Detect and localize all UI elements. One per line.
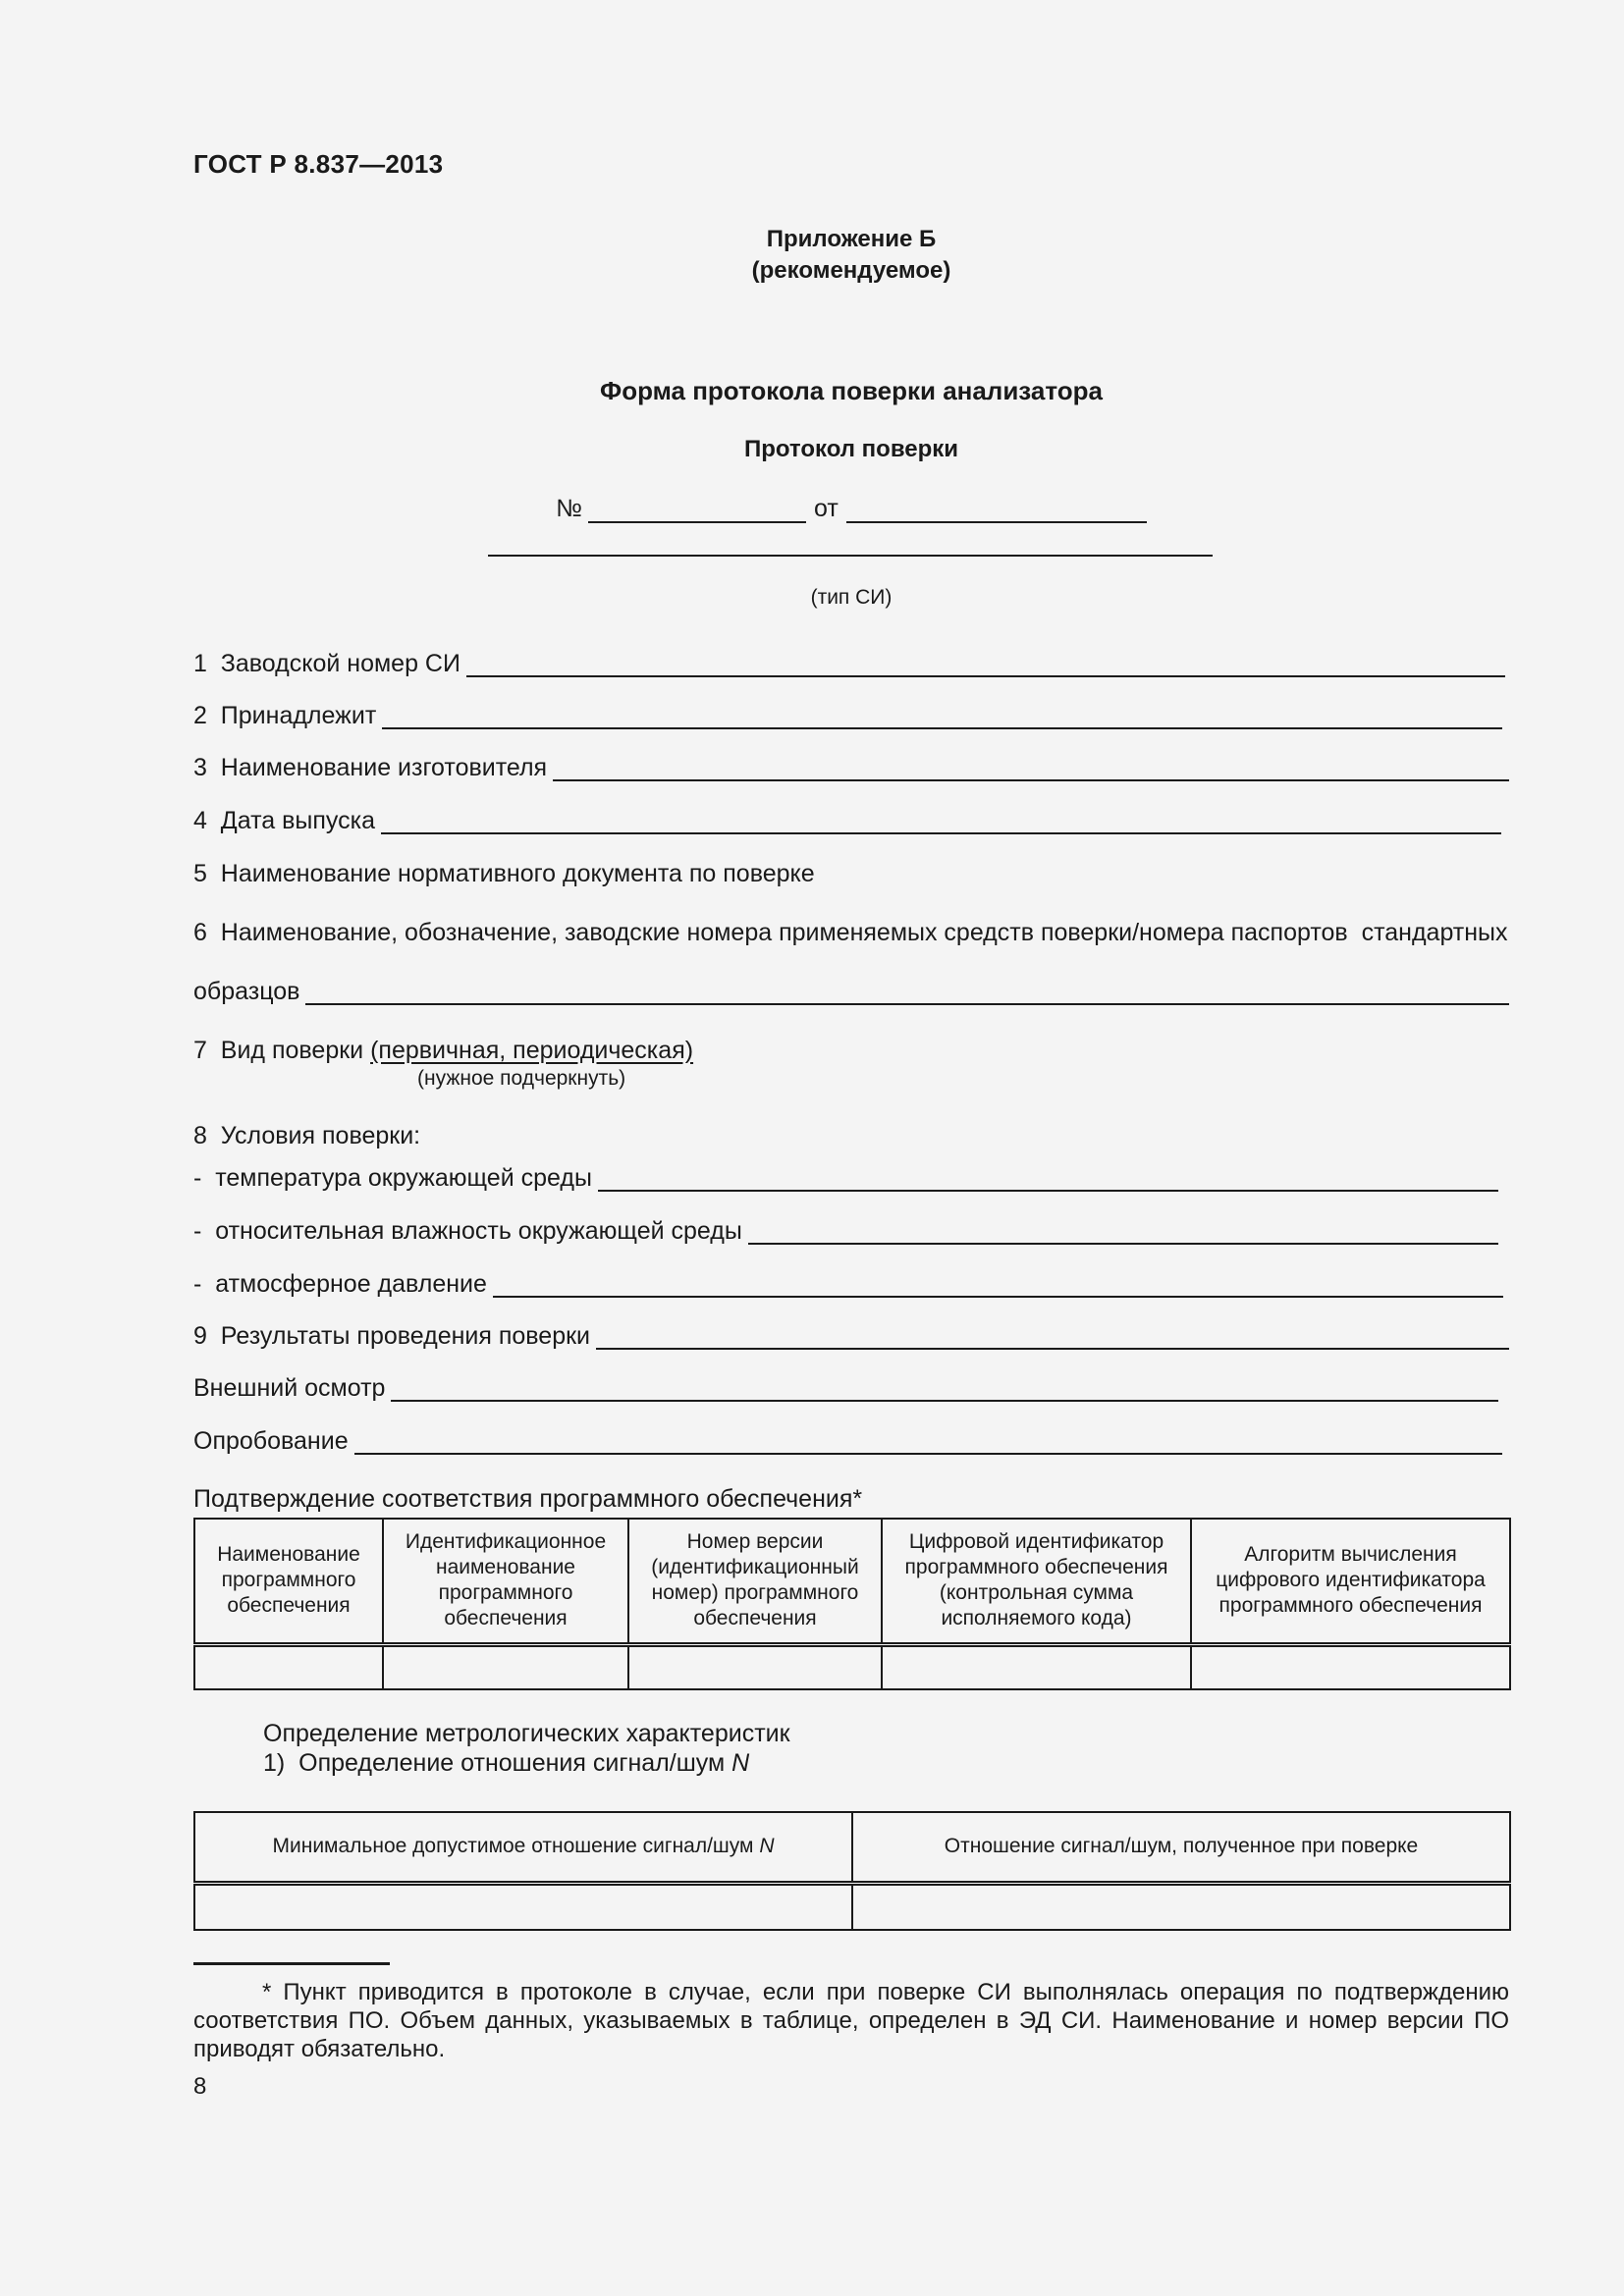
- cell-identification-name[interactable]: [383, 1644, 628, 1689]
- item-serial-number: 1 Заводской номер СИ: [193, 650, 1505, 677]
- owner-field[interactable]: [382, 704, 1502, 729]
- header-identification-name: Идентификационное наименование программного обеспечения: [383, 1519, 628, 1644]
- appendix-title: Приложение Б: [766, 226, 937, 252]
- software-table: [193, 1518, 1511, 1690]
- item-manufacturer: 3 Наименование изготовителя: [193, 754, 1509, 781]
- item-humidity: - относительная влажность окружающей среды: [193, 1217, 1498, 1245]
- item-visual-inspection: Внешний осмотр: [193, 1374, 1498, 1402]
- header-version-number: Номер версии (идентификационный номер) программного обеспечения: [628, 1519, 882, 1644]
- item-pressure: - атмосферное давление: [193, 1270, 1503, 1298]
- snr-table-header: [194, 1812, 1510, 1883]
- software-table-header: [194, 1519, 1510, 1644]
- cell-min-snr[interactable]: [194, 1883, 852, 1930]
- cell-digital-identifier[interactable]: [882, 1644, 1191, 1689]
- instrument-type-caption: (тип СИ): [810, 586, 893, 609]
- header-min-snr: Минимальное допустимое отношение сигнал/шум N: [194, 1812, 852, 1883]
- header-digital-identifier: Цифровой идентификатор программного обеспечения (контрольная сумма исполняемого кода): [882, 1519, 1191, 1644]
- appendix-subtitle: (рекомендуемое): [751, 257, 951, 284]
- footnote-separator: [193, 1962, 390, 1965]
- samples-field[interactable]: [305, 980, 1509, 1005]
- instrument-type-field[interactable]: [488, 555, 1213, 557]
- testing-field[interactable]: [354, 1429, 1502, 1455]
- page-number: 8: [193, 2073, 207, 2100]
- form-title: Форма протокола поверки анализатора: [600, 376, 1103, 405]
- footnote: * Пункт приводится в протоколе в случае, если при поверке СИ выполнялась операция по подтверждению соответствия ПО. Объем данных, указываемых в таблице, определен в ЭД СИ. Наименование и номер версии ПО приводят обязательно.: [193, 1979, 1509, 2062]
- temperature-field[interactable]: [598, 1166, 1498, 1192]
- cell-measured-snr[interactable]: [852, 1883, 1510, 1930]
- snr-table-row: [194, 1883, 1510, 1930]
- item-owner: 2 Принадлежит: [193, 702, 1502, 729]
- number-label: №: [556, 495, 582, 522]
- humidity-field[interactable]: [748, 1219, 1498, 1245]
- header-measured-snr: Отношение сигнал/шум, полученное при поверке: [852, 1812, 1510, 1883]
- software-caption: Подтверждение соответствия программного обеспечения*: [193, 1485, 863, 1513]
- from-label: от: [814, 495, 839, 522]
- cell-version-number[interactable]: [628, 1644, 882, 1689]
- item-samples: образцов: [193, 978, 1509, 1005]
- protocol-date-field[interactable]: [846, 496, 1147, 523]
- release-date-field[interactable]: [381, 809, 1501, 834]
- item-release-date: 4 Дата выпуска: [193, 807, 1501, 834]
- protocol-title: Протокол поверки: [743, 436, 959, 462]
- item-conditions: 8 Условия поверки:: [193, 1122, 421, 1149]
- item-verification-type: 7 Вид поверки (первичная, периодическая): [193, 1037, 694, 1064]
- header-algorithm: Алгоритм вычисления цифрового идентификатора программного обеспечения: [1191, 1519, 1510, 1644]
- metrology-title: Определение метрологических характеристик: [263, 1720, 790, 1747]
- item-testing: Опробование: [193, 1427, 1502, 1455]
- item-results: 9 Результаты проведения поверки: [193, 1322, 1509, 1350]
- visual-inspection-field[interactable]: [391, 1376, 1498, 1402]
- cell-algorithm[interactable]: [1191, 1644, 1510, 1689]
- manufacturer-field[interactable]: [553, 756, 1509, 781]
- cell-software-name[interactable]: [194, 1644, 383, 1689]
- verification-type-note: (нужное подчеркнуть): [417, 1067, 626, 1090]
- software-table-row: [194, 1644, 1510, 1689]
- item-temperature: - температура окружающей среды: [193, 1164, 1498, 1192]
- item-verification-means: 6 Наименование, обозначение, заводские номера применяемых средств поверки/номера паспортов стандартных: [193, 919, 1508, 946]
- metrology-subtitle: 1) Определение отношения сигнал/шум N: [263, 1749, 750, 1777]
- serial-number-field[interactable]: [466, 652, 1505, 677]
- verification-type-options[interactable]: (первичная, периодическая): [370, 1037, 694, 1064]
- protocol-number-field[interactable]: [588, 496, 806, 523]
- standard-code: ГОСТ Р 8.837—2013: [193, 149, 444, 179]
- protocol-number-line: [193, 495, 1509, 523]
- results-field[interactable]: [596, 1324, 1509, 1350]
- header-software-name: Наименование программного обеспечения: [194, 1519, 383, 1644]
- document-page: [193, 0, 1509, 2296]
- snr-table: [193, 1811, 1511, 1931]
- pressure-field[interactable]: [493, 1272, 1503, 1298]
- item-normative-document: 5 Наименование нормативного документа по поверке: [193, 860, 815, 887]
